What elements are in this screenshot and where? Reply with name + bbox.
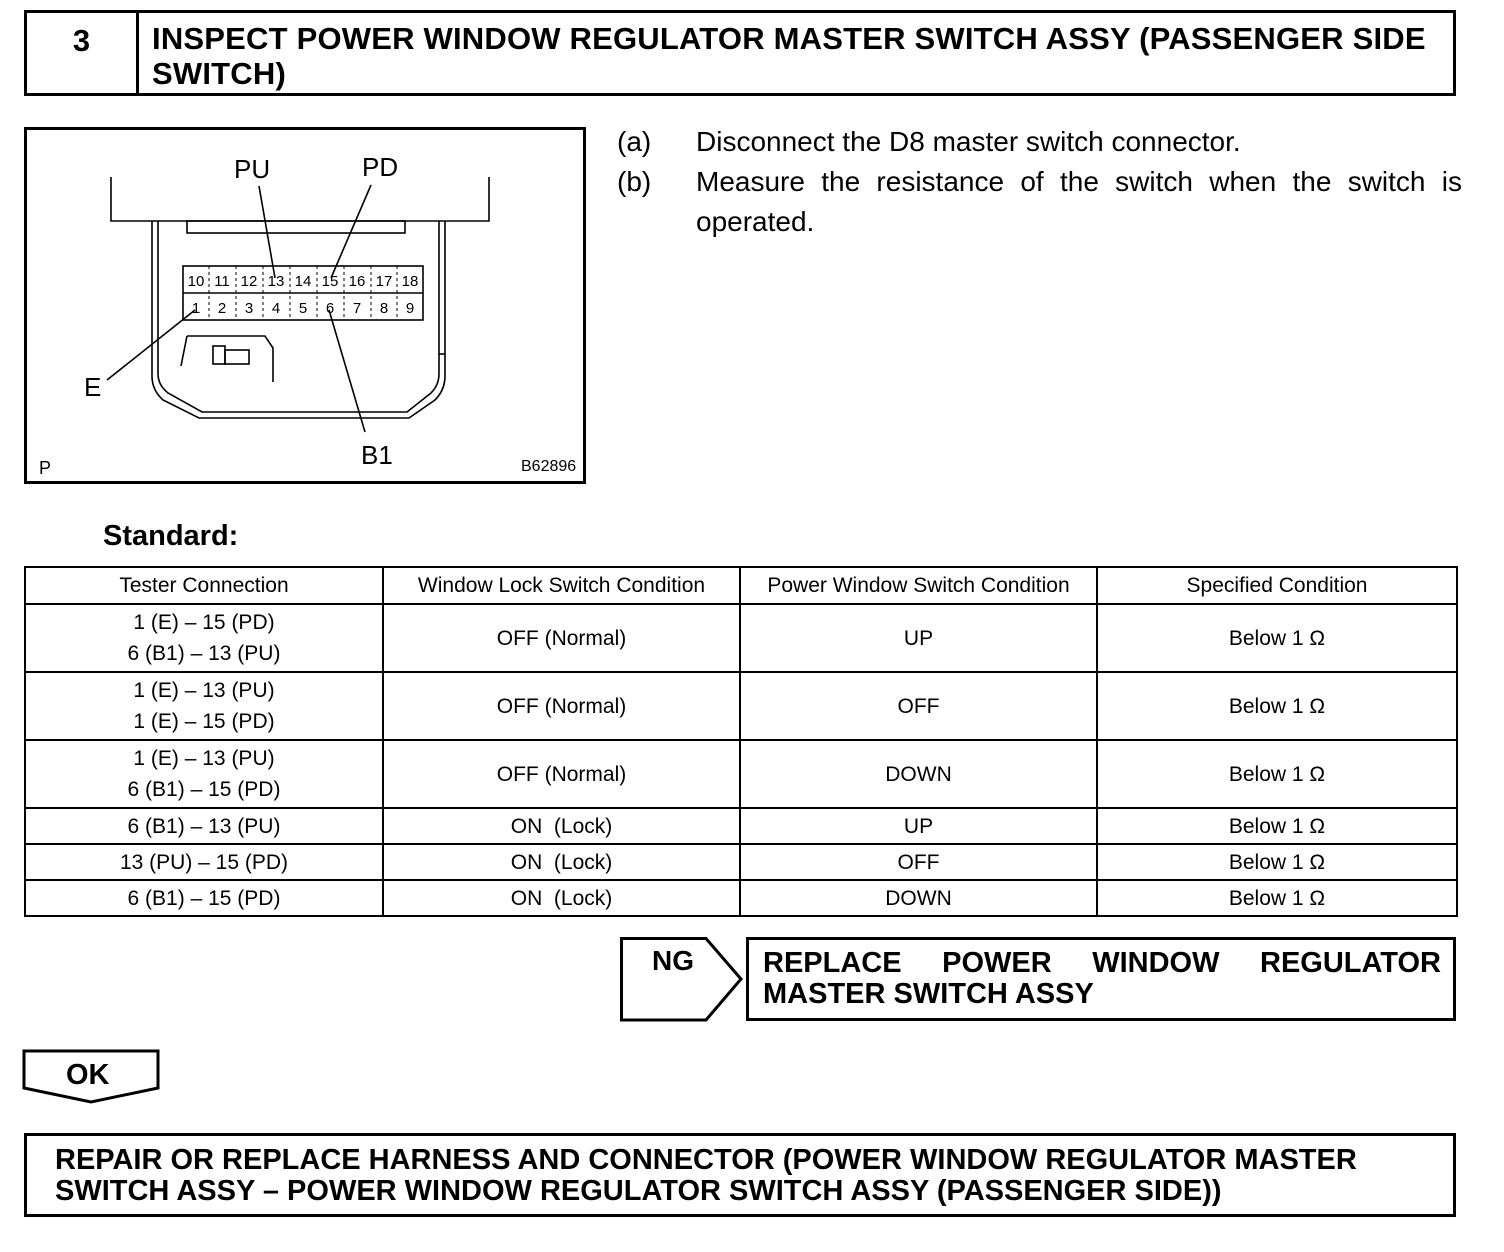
tester-connection-cell <box>25 740 383 808</box>
connection-line: 1 (E) – 15 (PD) <box>133 611 275 634</box>
pin-label: 10 <box>187 273 205 290</box>
step-title: INSPECT POWER WINDOW REGULATOR MASTER SWITCH ASSY (PASSENGER SIDE SWITCH) <box>152 21 1426 91</box>
tester-connection-cell: 6 (B1) – 15 (PD) <box>25 880 383 916</box>
step-number: 3 <box>27 13 139 93</box>
power-condition-cell: UP <box>740 808 1097 844</box>
corner-mark: P <box>39 458 52 478</box>
table-header-row <box>25 567 1457 604</box>
ng-action-line: MASTER SWITCH ASSY <box>763 978 1094 1010</box>
specified-condition-cell: Below 1 Ω <box>1097 808 1457 844</box>
pin-label: 17 <box>375 273 393 290</box>
pin-label: 6 <box>325 300 335 317</box>
pin-numbers <box>188 273 419 317</box>
label-pd: PD <box>362 152 399 182</box>
spec-table <box>24 566 1458 917</box>
pin-label: 4 <box>271 300 281 317</box>
lock-condition-cell: ON (Lock) <box>383 808 740 844</box>
ng-action-line: REPLACE POWER WINDOW REGULATOR <box>763 947 1441 979</box>
column-header: Tester Connection <box>25 567 383 604</box>
lock-condition-cell: ON (Lock) <box>383 880 740 916</box>
connection-line: 1 (E) – 15 (PD) <box>133 710 275 733</box>
instruction-list <box>617 122 1462 242</box>
instruction-item <box>617 162 1462 242</box>
power-condition-cell: OFF <box>740 672 1097 740</box>
pin-label: 18 <box>401 273 419 290</box>
table-row <box>25 844 1457 880</box>
instruction-item <box>617 122 1462 162</box>
step-header <box>24 10 1456 96</box>
power-condition-cell: DOWN <box>740 740 1097 808</box>
table-row <box>25 880 1457 916</box>
column-header: Power Window Switch Condition <box>740 567 1097 604</box>
figure-code: B62896 <box>521 458 577 475</box>
label-e: E <box>84 372 102 402</box>
connection-line: 6 (B1) – 13 (PU) <box>127 642 281 665</box>
connection-line: 6 (B1) – 15 (PD) <box>127 778 281 801</box>
instruction-letter: (b) <box>617 166 652 197</box>
column-header: Specified Condition <box>1097 567 1457 604</box>
power-condition-cell: OFF <box>740 844 1097 880</box>
connection-line: 1 (E) – 13 (PU) <box>133 747 275 770</box>
ok-label: OK <box>66 1059 110 1091</box>
specified-condition-cell: Below 1 Ω <box>1097 844 1457 880</box>
lock-condition-cell: ON (Lock) <box>383 844 740 880</box>
lock-condition-cell: OFF (Normal) <box>383 604 740 672</box>
lock-condition-cell: OFF (Normal) <box>383 672 740 740</box>
connection-line: 1 (E) – 13 (PU) <box>133 679 275 702</box>
pin-label: 13 <box>267 273 285 290</box>
specified-condition-cell: Below 1 Ω <box>1097 672 1457 740</box>
connector-figure <box>24 127 586 484</box>
label-pu: PU <box>234 154 271 184</box>
instruction-text: Measure the resistance of the switch when the switch is operated. <box>696 166 1462 237</box>
pin-label: 12 <box>240 273 258 290</box>
instruction-text: Disconnect the D8 master switch connector. <box>696 126 1241 157</box>
ng-action-box <box>746 937 1456 1021</box>
table-row <box>25 672 1457 740</box>
power-condition-cell: DOWN <box>740 880 1097 916</box>
tester-connection-cell <box>25 604 383 672</box>
tester-connection-cell <box>25 672 383 740</box>
standard-label: Standard: <box>103 520 239 552</box>
pin-label: 16 <box>348 273 366 290</box>
column-header: Window Lock Switch Condition <box>383 567 740 604</box>
pin-label: 9 <box>405 300 415 317</box>
table-row <box>25 604 1457 672</box>
connector-drawing <box>27 130 583 481</box>
specified-condition-cell: Below 1 Ω <box>1097 604 1457 672</box>
instruction-letter: (a) <box>617 126 652 157</box>
specified-condition-cell: Below 1 Ω <box>1097 880 1457 916</box>
ng-label: NG <box>652 945 694 976</box>
pin-label: 8 <box>379 300 389 317</box>
tester-connection-cell: 6 (B1) – 13 (PU) <box>25 808 383 844</box>
power-condition-cell: UP <box>740 604 1097 672</box>
pin-label: 11 <box>214 273 230 290</box>
pin-label: 2 <box>217 300 227 317</box>
pin-label: 14 <box>294 273 312 290</box>
pin-label: 7 <box>352 300 362 317</box>
pin-label: 3 <box>244 300 254 317</box>
label-b1: B1 <box>361 440 393 470</box>
pin-label: 5 <box>298 300 308 317</box>
specified-condition-cell: Below 1 Ω <box>1097 740 1457 808</box>
tester-connection-cell: 13 (PU) – 15 (PD) <box>25 844 383 880</box>
pin-label: 15 <box>321 273 339 290</box>
ok-action-text: REPAIR OR REPLACE HARNESS AND CONNECTOR (POWER WINDOW REGULATOR MASTER SWITCH ASSY – POWER WINDOW REGULATOR SWITCH ASSY (PASSENGER SIDE)) <box>55 1144 1357 1207</box>
ok-action-box <box>24 1133 1456 1217</box>
pin-label: 1 <box>191 300 201 317</box>
table-row <box>25 808 1457 844</box>
lock-condition-cell: OFF (Normal) <box>383 740 740 808</box>
table-row <box>25 740 1457 808</box>
